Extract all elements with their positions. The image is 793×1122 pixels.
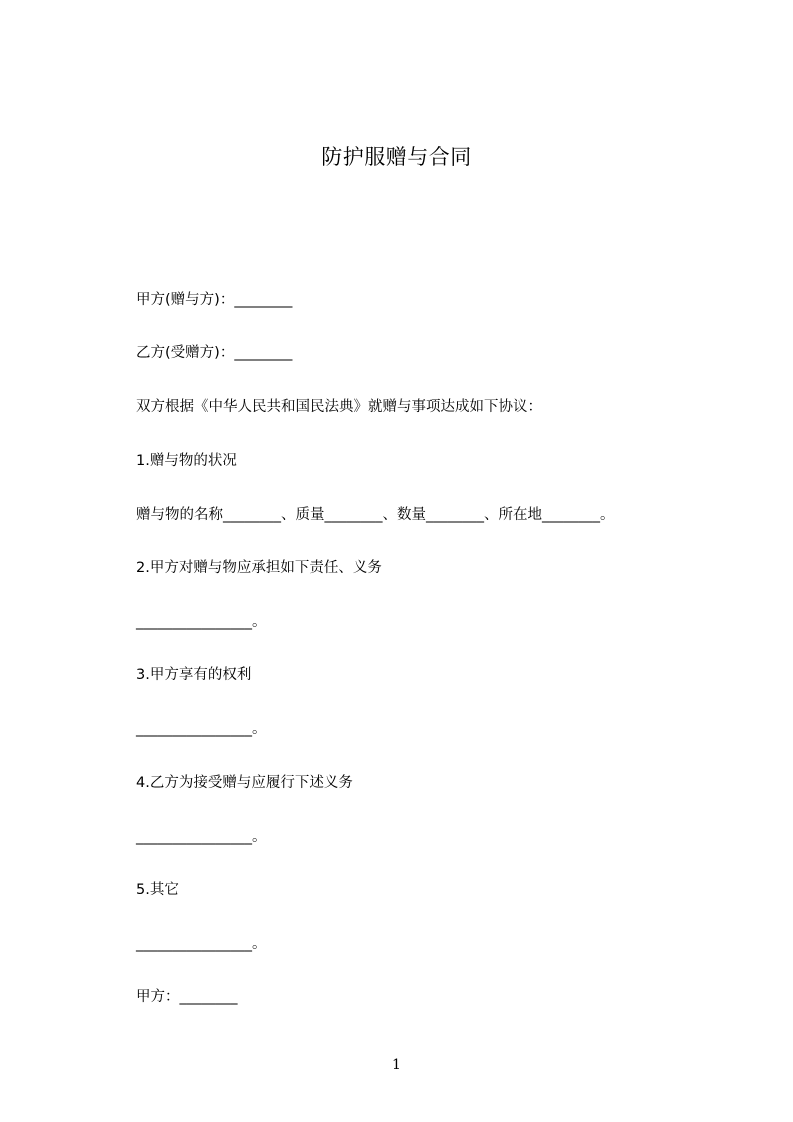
document-title: 防护服赠与合同 — [321, 145, 472, 169]
party-a-line: 甲方(赠与方)：________ — [136, 292, 293, 308]
section-1-body: 赠与物的名称________、质量________、数量________、所在地________。 — [136, 507, 615, 523]
section-4-heading: 4.乙方为接受赠与应履行下述义务 — [136, 775, 353, 791]
section-3-blank: ________________。 — [136, 721, 267, 737]
agreement-intro: 双方根据《中华人民共和国民法典》就赠与事项达成如下协议： — [136, 399, 542, 415]
page-number: 1 — [392, 1057, 401, 1073]
party-b-line: 乙方(受赠方)：________ — [136, 345, 293, 361]
section-5-blank: ________________。 — [136, 936, 267, 952]
section-2-blank: ________________。 — [136, 614, 267, 630]
section-1-heading: 1.赠与物的状况 — [136, 453, 237, 469]
party-a-signature-line: 甲方：________ — [136, 989, 238, 1005]
section-3-heading: 3.甲方享有的权利 — [136, 667, 252, 683]
section-5-heading: 5.其它 — [136, 882, 179, 898]
section-4-blank: ________________。 — [136, 829, 267, 845]
section-2-heading: 2.甲方对赠与物应承担如下责任、义务 — [136, 560, 382, 576]
